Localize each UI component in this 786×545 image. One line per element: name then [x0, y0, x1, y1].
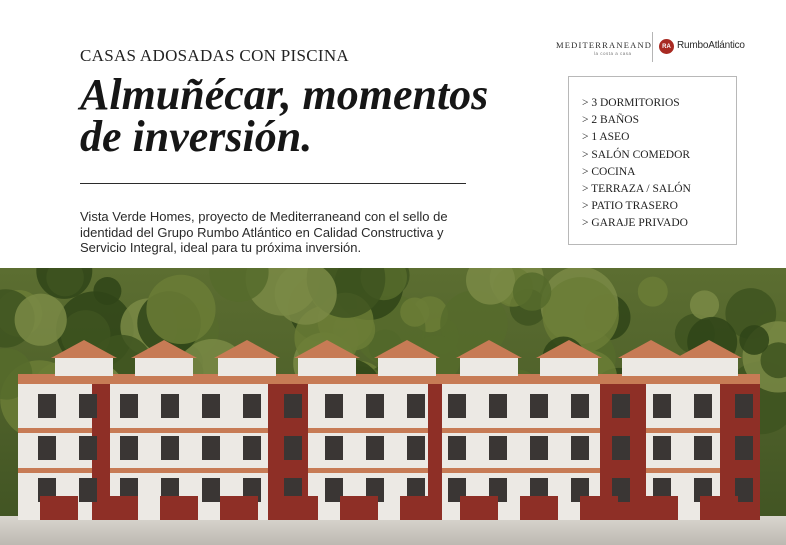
tree-foliage [93, 277, 121, 305]
window [653, 394, 671, 418]
window [366, 436, 384, 460]
headline-line-1: Almuñécar, momentos [80, 70, 489, 119]
rooftop-tower [55, 356, 113, 376]
rooftop-tower [680, 356, 738, 376]
rooftop-tower [622, 356, 680, 376]
feature-item: > TERRAZA / SALÓN [582, 183, 691, 196]
rooftop-tower [378, 356, 436, 376]
window [202, 436, 220, 460]
garage-door [520, 496, 558, 520]
garage-door [340, 496, 378, 520]
window [489, 394, 507, 418]
garage-door [580, 496, 618, 520]
rooftop-tower [540, 356, 598, 376]
roof-band [18, 428, 760, 433]
window [161, 394, 179, 418]
headline [80, 70, 500, 161]
feature-item: > COCINA [582, 165, 636, 178]
window [202, 478, 220, 502]
window [202, 394, 220, 418]
window [38, 394, 56, 418]
window [79, 394, 97, 418]
garage-door [400, 496, 438, 520]
tree-foliage [690, 290, 719, 319]
feature-item: > 1 ASEO [582, 131, 630, 144]
rumbo-atlantico-logo: RumboAtlántico [677, 40, 745, 51]
window [161, 436, 179, 460]
window [694, 436, 712, 460]
mediterraneand-logo: MEDITERRANEAND [556, 40, 653, 50]
rooftop-tower [135, 356, 193, 376]
feature-item: > GARAJE PRIVADO [582, 217, 688, 230]
rumbo-atlantico-badge-icon: RA [659, 39, 674, 54]
window [120, 436, 138, 460]
window [79, 436, 97, 460]
tree-foliage [638, 277, 668, 307]
tree-foliage [400, 298, 429, 327]
window [571, 394, 589, 418]
window [243, 436, 261, 460]
window [448, 436, 466, 460]
headline-line-2: de inversión. [80, 112, 313, 161]
roof-band [18, 468, 760, 473]
window [653, 436, 671, 460]
window [489, 436, 507, 460]
feature-item: > 3 DORMITORIOS [582, 97, 680, 109]
rooftop-tower [218, 356, 276, 376]
window [612, 436, 630, 460]
feature-item: > SALÓN COMEDOR [582, 148, 691, 161]
garage-door [700, 496, 738, 520]
window [38, 436, 56, 460]
window [325, 436, 343, 460]
features-list [582, 95, 691, 233]
rooftop-tower [298, 356, 356, 376]
tree-foliage [513, 272, 551, 310]
window [243, 394, 261, 418]
tree-foliage [739, 325, 769, 355]
window [530, 394, 548, 418]
garage-door [40, 496, 78, 520]
window [448, 394, 466, 418]
window [407, 436, 425, 460]
intro-paragraph: Vista Verde Homes, proyecto de Mediterraneand con el sello de identidad del Grupo Rumbo Atlántico en Calidad Constructiva y Servicio Integral, ideal para tu próxima inversión. [80, 209, 448, 255]
window [694, 394, 712, 418]
mediterraneand-tagline: la costa a casa [594, 51, 632, 56]
townhouses-illustration [0, 268, 786, 545]
garage-door [640, 496, 678, 520]
window [735, 394, 753, 418]
window [571, 436, 589, 460]
garage-door [100, 496, 138, 520]
window [120, 394, 138, 418]
logo-divider [652, 32, 653, 62]
window [366, 394, 384, 418]
window [325, 394, 343, 418]
garage-door [220, 496, 258, 520]
garage-door [160, 496, 198, 520]
garage-door [280, 496, 318, 520]
street-ground [0, 516, 786, 545]
tree-foliage [15, 294, 67, 346]
rooftop-tower [460, 356, 518, 376]
tree-foliage [146, 275, 215, 344]
partner-logos [556, 32, 756, 62]
window [79, 478, 97, 502]
feature-item: > 2 BAÑOS [582, 114, 639, 127]
garage-door [460, 496, 498, 520]
window [407, 394, 425, 418]
window [284, 394, 302, 418]
window [735, 436, 753, 460]
eyebrow-title: CASAS ADOSADAS CON PISCINA [80, 46, 350, 65]
divider-rule [80, 183, 466, 184]
townhouses-photo [0, 268, 786, 545]
features-box [568, 76, 737, 245]
window [530, 436, 548, 460]
window [284, 436, 302, 460]
feature-item: > PATIO TRASERO [582, 200, 678, 213]
window [612, 394, 630, 418]
